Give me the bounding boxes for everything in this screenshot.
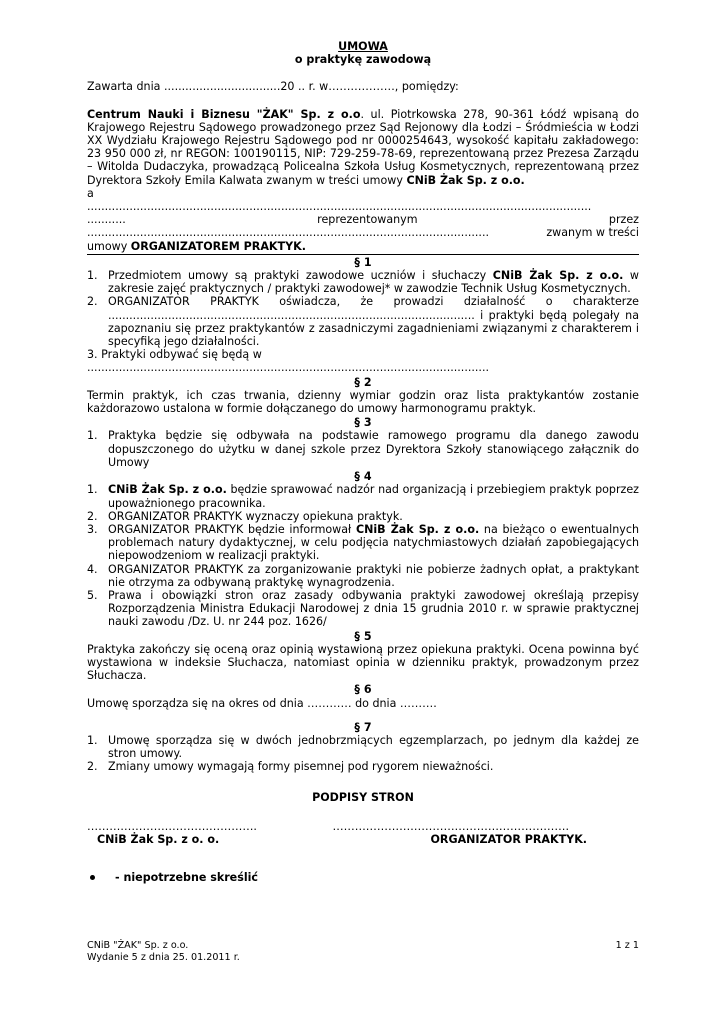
footer-company: CNiB "ŻAK" Sp. z o.o. bbox=[87, 940, 189, 951]
section-4-list bbox=[87, 483, 639, 628]
item-number: 3. bbox=[87, 348, 98, 362]
footer-page-number: 1 z 1 bbox=[615, 940, 639, 951]
item-number: 2. bbox=[87, 760, 98, 774]
list-item bbox=[87, 523, 639, 563]
item-text: Praktyki odbywać się będą w .................................................................................................................. bbox=[87, 348, 490, 375]
item-number: 1. bbox=[87, 733, 98, 747]
party2-dots-2: .................................................................................................................. bbox=[87, 226, 490, 240]
item-text: ORGANIZATOR PRAKTYK będzie informował bbox=[108, 522, 356, 536]
party2-dots: ........... bbox=[87, 213, 126, 227]
item-text: Zmiany umowy wymagają formy pisemnej pod rygorem nieważności. bbox=[108, 760, 494, 774]
list-item bbox=[87, 295, 639, 348]
section-6-text: Umowę sporządza się na okres od dnia ………… do dnia ………. bbox=[87, 696, 437, 710]
party1-short: CNiB Żak Sp. z o.o. bbox=[406, 173, 525, 187]
signatures-heading: PODPISY STRON bbox=[312, 790, 414, 804]
concluded-line: Zawarta dnia .................................20 .. r. w………………, pomiędzy: bbox=[87, 80, 459, 94]
section-6-heading: § 6 bbox=[354, 683, 372, 697]
party2-line4 bbox=[87, 240, 639, 253]
item-text: ORGANIZATOR PRAKTYK oświadcza, że prowadzi działalność o charakterze ........................................................................................................ i praktyki będą polegały na zapoznaniu się przez praktykantów z zasadniczymi zagadnieniami związanymi z charakterem i specyfiką jego działalności. bbox=[108, 295, 639, 349]
signature-label-left: CNiB Żak Sp. z o. o. bbox=[97, 832, 220, 846]
item-bold: CNiB Żak Sp. z o.o. bbox=[355, 522, 480, 536]
section-2-heading: § 2 bbox=[354, 375, 372, 389]
party1-paragraph bbox=[87, 108, 639, 187]
list-item bbox=[87, 429, 639, 469]
party2-line3 bbox=[87, 226, 639, 239]
signature-dots-row bbox=[87, 820, 639, 833]
footer-edition: Wydanie 5 z dnia 25. 01.2011 r. bbox=[87, 952, 240, 963]
party2-organizer: ORGANIZATOREM PRAKTYK. bbox=[130, 239, 306, 253]
item-text: będzie sprawować nadzór nad organizacją i przebiegiem praktyk poprzez upoważnionego pracownika. bbox=[108, 483, 639, 510]
party1-text: . ul. Piotrkowska 278, 90-361 Łódź wpisaną do Krajowego Rejestru Sądowego prowadzonego przez Sąd Rejonowy dla Łodzi – Śródmieścia w Łodzi XX Wydziału Krajowego Rejestru Sądowego pod nr 0000254643, wysokość kapitału zakładowego: 23 950 000 zł, nr REGON: 100190115, NIP: 729-259-78-69, reprezentowaną przez Prezesa Zarządu – Witolda Dudaczyka, prowadzącą Policealna Szkoła Usług Kosmetycznych, reprezentowaną przez Dyrektora Szkoły Emila Kalwata zwanym w treści umowy bbox=[87, 107, 639, 187]
section-1-heading: § 1 bbox=[354, 255, 372, 269]
item-number: 1. bbox=[87, 269, 98, 283]
signature-label-right: ORGANIZATOR PRAKTYK. bbox=[430, 832, 587, 846]
list-item bbox=[87, 589, 639, 629]
item-text: ORGANIZATOR PRAKTYK za zorganizowanie praktyki nie pobierze żadnych opłat, a praktykant nie otrzyma za odbywaną praktykę wynagrodzenia. bbox=[108, 562, 639, 589]
item-text: Praktyka będzie się odbywała na podstawie ramowego programu dla danego zawodu dopuszczonego do użytku w danej szkole przez Dyrektora Szkoły stanowiącego załącznik do Umowy bbox=[108, 429, 639, 469]
item-number: 5. bbox=[87, 588, 98, 602]
party2-umowy: umowy bbox=[87, 239, 131, 253]
list-item bbox=[87, 563, 639, 589]
list-item bbox=[87, 760, 639, 773]
section-4-heading: § 4 bbox=[354, 470, 372, 484]
item-number: 3. bbox=[87, 522, 98, 536]
party2-called: zwanym w treści bbox=[546, 226, 639, 240]
separator-line bbox=[87, 254, 639, 255]
section-5-text: Praktyka zakończy się oceną oraz opinią wystawioną przez opiekuna praktyki. Ocena powinna być wystawiona w indeksie Słuchacza, natomiast opinia w dzienniku praktyk, prowadzonym przez Słuchacza. bbox=[87, 642, 639, 683]
section-3-list bbox=[87, 429, 639, 469]
section-1-item-3 bbox=[87, 348, 639, 374]
list-item bbox=[87, 510, 639, 523]
item-text: Umowę sporządza się w dwóch jednobrzmiących egzemplarzach, po jednym dla każdej ze stron umowy. bbox=[108, 733, 639, 761]
item-bold: CNiB Żak Sp. z o.o. bbox=[492, 269, 624, 283]
item-number: 1. bbox=[87, 429, 98, 443]
section-1-list bbox=[87, 269, 639, 348]
section-7-heading: § 7 bbox=[354, 720, 372, 734]
item-number: 2. bbox=[87, 295, 98, 309]
section-5-heading: § 5 bbox=[354, 629, 372, 643]
party2-by: przez bbox=[608, 213, 639, 227]
item-number: 2. bbox=[87, 509, 98, 523]
item-text: Przedmiotem umowy są praktyki zawodowe uczniów i słuchaczy bbox=[108, 269, 493, 283]
document-subtitle: o praktykę zawodową bbox=[294, 53, 432, 67]
party2-line1: ............................................................................................................................................... bbox=[87, 200, 592, 214]
document-page bbox=[87, 40, 639, 884]
list-item bbox=[87, 269, 639, 295]
list-item bbox=[87, 483, 639, 509]
document-title: UMOWA bbox=[338, 40, 388, 53]
note-text: - niepotrzebne skreślić bbox=[115, 871, 258, 885]
item-number: 4. bbox=[87, 562, 98, 576]
list-item bbox=[87, 734, 639, 760]
party1-name: Centrum Nauki i Biznesu "ŻAK" Sp. z o.o bbox=[87, 107, 361, 121]
party2-line2 bbox=[87, 213, 639, 226]
note-bullet bbox=[87, 871, 639, 884]
section-2-text: Termin praktyk, ich czas trwania, dzienny wymiar godzin oraz lista praktykantów zostanie każdorazowo ustalona w formie dołączanego do umowy harmonogramu praktyk. bbox=[87, 388, 639, 416]
section-3-heading: § 3 bbox=[354, 416, 372, 430]
signature-labels-row bbox=[87, 833, 639, 846]
bullet-icon bbox=[90, 875, 95, 880]
item-number: 1. bbox=[87, 483, 98, 497]
page-footer bbox=[87, 940, 639, 964]
item-bold: CNiB Żak Sp. z o.o. bbox=[108, 483, 227, 497]
item-text-post: na bieżąco o ewentualnych problemach natury dydaktycznej, w celu podjęcia natychmiastowych działań zapobiegających niepowodzeniom w realizacji praktyki. bbox=[108, 522, 639, 563]
signature-dots-right: ………………………………………………………. bbox=[332, 819, 569, 833]
item-text: Prawa i obowiązki stron oraz zasady odbywania praktyki zawodowej określają przepisy Rozporządzenia Ministra Edukacji Narodowej z dnia 15 grudnia 2010 r. w sprawie praktycznej nauki zawodu /Dz. U. nr 244 poz. 1626/ bbox=[108, 588, 639, 629]
section-7-list bbox=[87, 734, 639, 774]
signature-dots-left: ………………………………………. bbox=[87, 819, 257, 833]
party-and: a bbox=[87, 186, 94, 200]
item-text-post: w zakresie zajęć praktycznych / praktyki zawodowej* w zawodzie Technik Usług Kosmetycznych. bbox=[108, 269, 639, 296]
item-text: ORGANIZATOR PRAKTYK wyznaczy opiekuna praktyk. bbox=[108, 509, 403, 523]
party2-represented: reprezentowanym bbox=[317, 213, 418, 227]
